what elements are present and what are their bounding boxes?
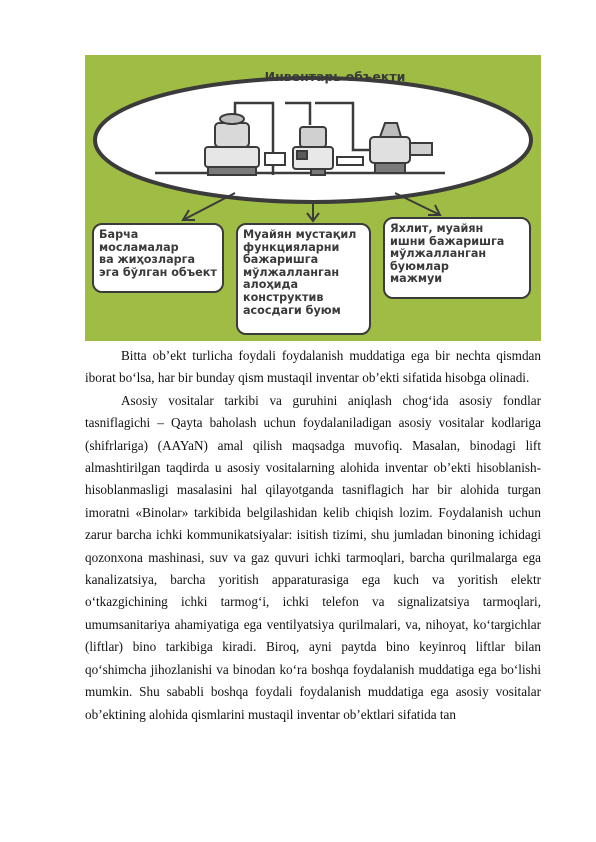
box-line: мосламалар	[99, 240, 179, 254]
box-line: мўлжалланган	[243, 265, 340, 279]
cutter-machine	[293, 127, 333, 175]
box-line: мажмуи	[390, 272, 443, 286]
box-line: асосдаги буюм	[243, 303, 341, 317]
category-box-item-complex	[383, 217, 531, 299]
oval-title: Инвентарь объекти	[264, 69, 406, 84]
box-line: ва жиҳозларга	[99, 253, 196, 267]
box-line: эга бўлган объект	[99, 265, 217, 279]
box-line: ишни бажаришга	[390, 234, 505, 248]
box-line: Барча	[99, 228, 139, 241]
category-box-independent-item	[236, 223, 371, 335]
box-line: конструктив	[243, 290, 324, 304]
box-line: алоҳида	[243, 278, 299, 292]
box-line: мўлжалланган	[390, 247, 487, 261]
box-line: Яхлит, муайян	[390, 222, 484, 235]
box-line: буюмлар	[390, 259, 449, 273]
paragraph: Asosiy vositalar tarkibi va guruhini aniqlash chog‘ida asosiy fondlar tasniflagichi – Qayta baholash uchun foydalaniladigan asosiy vositalar kodlariga (shifrlariga) (AAYaN) amal qilish maqsadga muvofiq. Masalan, binodagi lift almashtirilgan taqdirda u asosiy vositalarning alohida inventar ob’ekti hisoblanish-hisoblanmasligi masalasini hal qilayotganda tasniflagich har bir alohida turgan imoratni «Binolar» tarkibida belgilashidan kelib chiqish lozim. Foydalanish uchun zarur barcha ichki kommunikatsiyalar: isitish tizimi, shu jumladan binoning ichidagi qozonxona mashinasi, suv va gaz quvuri ichki tarmoqlari, barcha qurilmalarga ega kanalizatsiya, barcha yoritish apparaturasiga ega kuch va yoritish elektr o‘tkazgichining ichki tarmog‘i, ichki telefon va signalizatsiya tarmoqlari, umumsanitariya ahamiyatiga ega ventilyatsiya qurilmalari, va, nihoyat, ko‘targichlar (liftlar) bino tarkibiga kiradi. Biroq, ayni paytda bino keyinroq liftlar bilan qo‘shimcha jihozlanishi va binodan ko‘ra boshqa foydalanish muddatiga ega bo‘lishi mumkin. Shu sababli boshqa foydali foydalanish muddatiga ega asosiy vositalar ob’ektining alohida qismlarini mustaqil inventar ob’ektlari sifatida tan	[85, 392, 541, 722]
body-text	[85, 345, 541, 726]
paragraph: Bitta ob’ekt turlicha foydali foydalanish muddatiga ega bir nechta qismdan iborat bo‘lsa, har bir bunday qism mustaqil inventar ob’ekti sifatida hisobga olinadi.	[85, 348, 541, 386]
category-box-all-devices	[92, 223, 224, 293]
box-line: Муайян мустақил	[243, 228, 357, 241]
box-line: бажаришга	[243, 253, 319, 267]
box-line: функцияларни	[243, 240, 340, 254]
inventory-object-diagram	[85, 55, 541, 341]
